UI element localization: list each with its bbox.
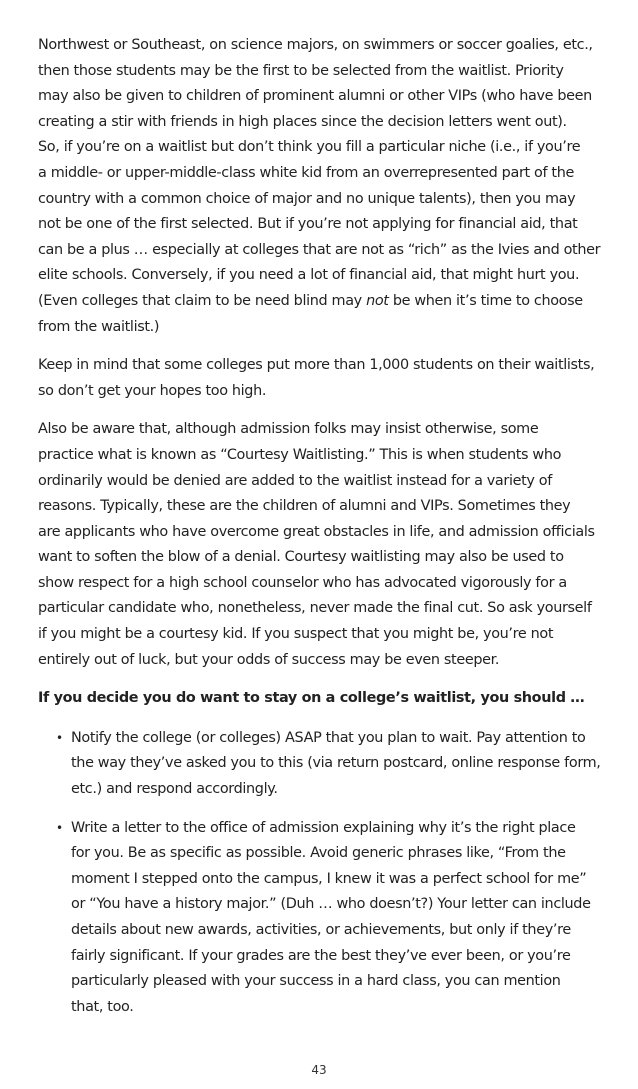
text-line: elite schools. Conversely, if you need a lot of financial aid, that might hurt you. xyxy=(38,267,580,284)
paragraph-hopes xyxy=(38,353,604,404)
text-segment: (Even colleges that claim to be need blind may xyxy=(38,292,367,309)
page-number: 43 xyxy=(311,1063,327,1077)
text-segment: be when it’s time to choose xyxy=(388,292,583,309)
text-line: that, too. xyxy=(71,998,134,1015)
paragraph-waitlist-priority xyxy=(38,33,604,340)
text-line: may also be given to children of prominent alumni or other VIPs (who have been xyxy=(38,88,592,105)
text-line: practice what is known as “Courtesy Waitlisting.” This is when students who xyxy=(38,446,562,463)
bullet-list xyxy=(38,726,604,1021)
text-line: Write a letter to the office of admission explaining why it’s the right place xyxy=(71,819,576,836)
text-line: country with a common choice of major and no unique talents), then you may xyxy=(38,190,576,207)
text-line: show respect for a high school counselor who has advocated vigorously for a xyxy=(38,574,567,591)
text-line: entirely out of luck, but your odds of success may be even steeper. xyxy=(38,651,500,668)
text-line: details about new awards, activities, or achievements, but only if they’re xyxy=(71,922,571,938)
text-line: fairly significant. If your grades are the best they’ve ever been, or you’re xyxy=(71,947,571,964)
text-line: can be a plus … especially at colleges that are not as “rich” as the Ivies and other xyxy=(38,241,601,258)
text-line: want to soften the blow of a denial. Courtesy waitlisting may also be used to xyxy=(38,549,564,566)
text-line: particular candidate who, nonetheless, never made the final cut. So ask yourself xyxy=(38,600,592,617)
text-line: Northwest or Southeast, on science majors, on swimmers or soccer goalies, etc., xyxy=(38,37,593,53)
text-line: are applicants who have overcome great obstacles in life, and admission officials xyxy=(38,523,595,540)
text-line: for you. Be as specific as possible. Avoid generic phrases like, “From the xyxy=(71,845,566,862)
paragraph-courtesy-waitlisting xyxy=(38,417,604,673)
text-line: Also be aware that, although admission folks may insist otherwise, some xyxy=(38,421,539,438)
text-line xyxy=(38,289,604,315)
text-line: not be one of the first selected. But if you’re not applying for financial aid, that xyxy=(38,216,578,233)
document-page xyxy=(38,33,604,1033)
text-line: if you might be a courtesy kid. If you suspect that you might be, you’re not xyxy=(38,626,554,643)
bullet-icon: • xyxy=(56,820,63,835)
text-line: so don’t get your hopes too high. xyxy=(38,382,267,399)
text-line: then those students may be the first to be selected from the waitlist. Priority xyxy=(38,62,564,79)
text-line: from the waitlist.) xyxy=(38,318,160,335)
bullet-icon: • xyxy=(56,730,63,745)
list-item xyxy=(38,816,604,1021)
text-line: the way they’ve asked you to this (via return postcard, online response form, xyxy=(71,755,601,772)
text-line: moment I stepped onto the campus, I knew it was a perfect school for me” xyxy=(71,870,587,887)
text-line: Notify the college (or colleges) ASAP that you plan to wait. Pay attention to xyxy=(71,729,586,746)
section-heading: If you decide you do want to stay on a college’s waitlist, you should … xyxy=(38,690,585,707)
text-line: Keep in mind that some colleges put more than 1,000 students on their waitlists, xyxy=(38,357,595,374)
text-line: or “You have a history major.” (Duh … who doesn’t?) Your letter can include xyxy=(71,896,591,913)
text-line: reasons. Typically, these are the children of alumni and VIPs. Sometimes they xyxy=(38,498,571,515)
text-line: etc.) and respond accordingly. xyxy=(71,781,278,798)
list-item xyxy=(38,726,604,803)
text-line: creating a stir with friends in high places since the decision letters went out). xyxy=(38,113,567,130)
text-line: a middle- or upper-middle-class white kid from an overrepresented part of the xyxy=(38,164,574,181)
text-line: ordinarily would be denied are added to the waitlist instead for a variety of xyxy=(38,472,552,489)
emphasis-text: not xyxy=(366,292,389,309)
text-line: particularly pleased with your success in a hard class, you can mention xyxy=(71,973,561,990)
text-line: So, if you’re on a waitlist but don’t think you fill a particular niche (i.e., if you’re xyxy=(38,139,581,156)
